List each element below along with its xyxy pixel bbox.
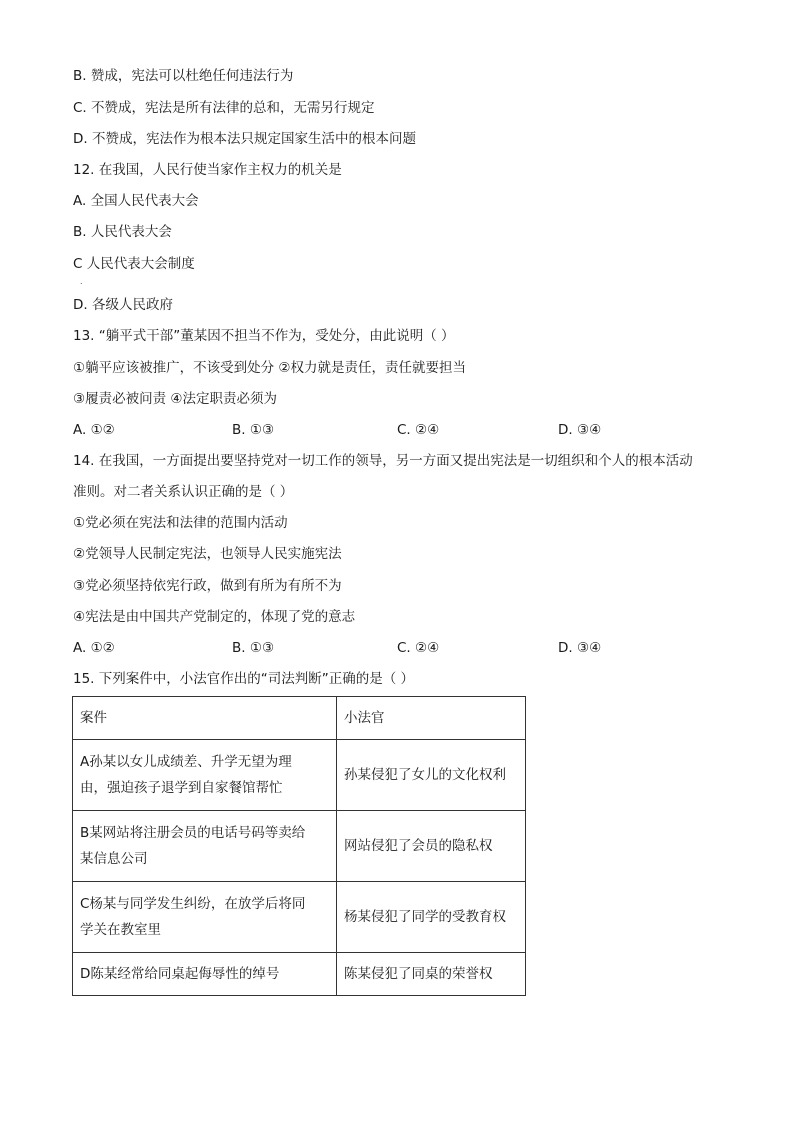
q14-statement-3: ③党必须坚持依宪行政，做到有所为有所不为 xyxy=(73,578,342,594)
q14-option-d: D. ③④ xyxy=(558,640,602,656)
table-header-case: 案件 xyxy=(73,697,337,740)
q12-stem: 12. 在我国，人民行使当家作主权力的机关是 xyxy=(73,162,342,178)
q12-option-a: A. 全国人民代表大会 xyxy=(73,193,199,209)
q14-stem-line2: 准则。对二者关系认识正确的是（ ） xyxy=(73,484,294,500)
case-cell xyxy=(73,953,337,996)
case-cell xyxy=(73,811,337,882)
judge-cell: 杨某侵犯了同学的受教育权 xyxy=(337,882,526,953)
case-text-line2: 某信息公司 xyxy=(80,851,148,867)
table-row xyxy=(73,882,526,953)
q14-option-b: B. ①③ xyxy=(232,640,275,656)
q13-options xyxy=(73,420,733,440)
q11-option-b: B. 赞成，宪法可以杜绝任何违法行为 xyxy=(73,68,294,84)
q13-statements-2: ③履责必被问责 ④法定职责必须为 xyxy=(73,391,277,407)
case-text-line1: C杨某与同学发生纠纷，在放学后将同 xyxy=(80,896,306,912)
q12-option-b: B. 人民代表大会 xyxy=(73,224,172,240)
q13-option-a: A. ①② xyxy=(73,422,115,438)
judge-cell: 孙某侵犯了女儿的文化权利 xyxy=(337,740,526,811)
case-text-line1: D陈某经常给同桌起侮辱性的绰号 xyxy=(80,966,280,982)
case-text-line1: A孙某以女儿成绩差、升学无望为理 xyxy=(80,754,292,770)
q14-statement-1: ①党必须在宪法和法律的范围内活动 xyxy=(73,515,288,531)
q13-statements-1: ①躺平应该被推广，不该受到处分 ②权力就是责任，责任就要担当 xyxy=(73,360,466,376)
q13-option-d: D. ③④ xyxy=(558,422,602,438)
judge-cell: 网站侵犯了会员的隐私权 xyxy=(337,811,526,882)
q13-stem: 13. “躺平式干部”董某因不担当不作为，受处分，由此说明（ ） xyxy=(73,328,455,344)
table-row xyxy=(73,953,526,996)
table-header-judge: 小法官 xyxy=(337,697,526,740)
case-text-line2: 由，强迫孩子退学到自家餐馆帮忙 xyxy=(80,780,283,796)
q14-option-a: A. ①② xyxy=(73,640,115,656)
table-header-row xyxy=(73,697,526,740)
case-cell xyxy=(73,882,337,953)
q15-stem: 15. 下列案件中，小法官作出的“司法判断”正确的是（ ） xyxy=(73,671,415,687)
q14-statement-4: ④宪法是由中国共产党制定的，体现了党的意志 xyxy=(73,609,356,625)
case-cell xyxy=(73,740,337,811)
q14-statement-2: ②党领导人民制定宪法，也领导人民实施宪法 xyxy=(73,546,342,562)
q11-option-c: C. 不赞成，宪法是所有法律的总和，无需另行规定 xyxy=(73,100,375,116)
table-row xyxy=(73,811,526,882)
case-text-line2: 学关在教室里 xyxy=(80,922,161,938)
q14-stem-line1: 14. 在我国，一方面提出要坚持党对一切工作的领导，另一方面又提出宪法是一切组织和个人的根本活动 xyxy=(73,453,693,469)
q13-option-c: C. ②④ xyxy=(397,422,440,438)
q13-option-b: B. ①③ xyxy=(232,422,275,438)
q12-option-c: C 人民代表大会制度 xyxy=(73,256,195,272)
q14-options xyxy=(73,638,733,658)
table-row xyxy=(73,740,526,811)
judge-cell: 陈某侵犯了同桌的荣誉权 xyxy=(337,953,526,996)
q11-option-d: D. 不赞成，宪法作为根本法只规定国家生活中的根本问题 xyxy=(73,131,416,147)
case-text-line1: B某网站将注册会员的电话号码等卖给 xyxy=(80,825,306,841)
case-table xyxy=(72,696,526,996)
q12-option-c-dot: . xyxy=(80,277,83,286)
q14-option-c: C. ②④ xyxy=(397,640,440,656)
q12-option-d: D. 各级人民政府 xyxy=(73,297,173,313)
